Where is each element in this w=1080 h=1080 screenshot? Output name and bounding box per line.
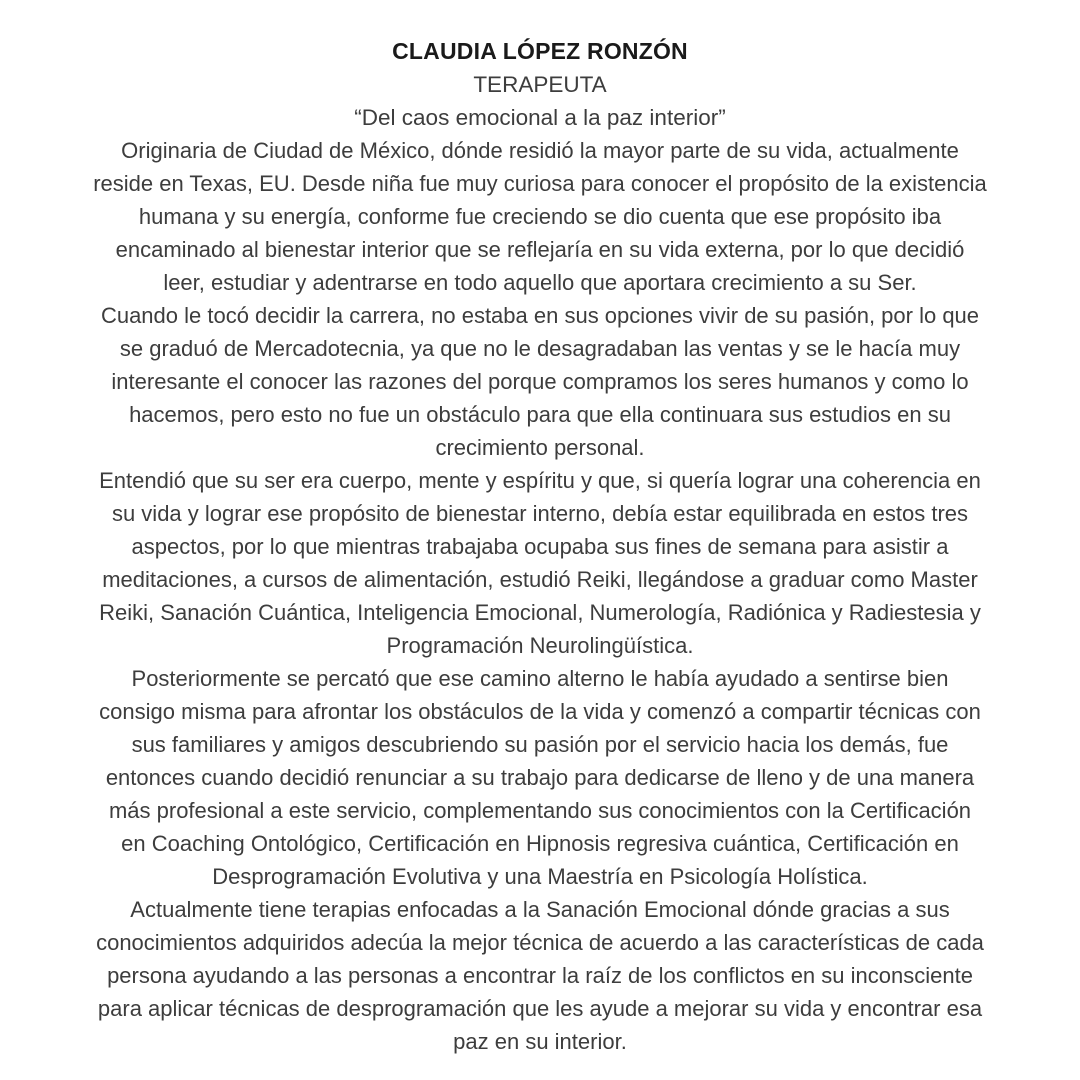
bio-line: Reiki, Sanación Cuántica, Inteligencia Emocional, Numerología, Radiónica y Radiestesia y bbox=[99, 600, 981, 625]
bio-paragraph bbox=[32, 893, 1048, 1058]
bio-paragraph bbox=[32, 662, 1048, 893]
bio-line: Programación Neurolingüística. bbox=[386, 633, 694, 658]
bio-line: leer, estudiar y adentrarse en todo aquello que aportara crecimiento a su Ser. bbox=[163, 270, 917, 295]
person-role: TERAPEUTA bbox=[473, 72, 607, 97]
bio-paragraph bbox=[32, 299, 1048, 464]
bio-line: sus familiares y amigos descubriendo su pasión por el servicio hacia los demás, fue bbox=[131, 732, 949, 757]
bio-line: Actualmente tiene terapias enfocadas a la Sanación Emocional dónde gracias a sus bbox=[130, 897, 950, 922]
bio-line: meditaciones, a cursos de alimentación, estudió Reiki, llegándose a graduar como Master bbox=[102, 567, 978, 592]
bio-line: Posteriormente se percató que ese camino alterno le había ayudado a sentirse bien bbox=[131, 666, 949, 691]
bio-line: reside en Texas, EU. Desde niña fue muy curiosa para conocer el propósito de la existencia bbox=[93, 171, 987, 196]
bio-line: su vida y lograr ese propósito de bienestar interno, debía estar equilibrada en estos tres bbox=[111, 501, 969, 526]
bio-line: paz en su interior. bbox=[453, 1029, 627, 1054]
bio-line: humana y su energía, conforme fue creciendo se dio cuenta que ese propósito iba bbox=[138, 204, 942, 229]
bio-line: persona ayudando a las personas a encontrar la raíz de los conflictos en su inconsciente bbox=[107, 963, 973, 988]
bio-line: Desprogramación Evolutiva y una Maestría en Psicología Holística. bbox=[212, 864, 868, 889]
bio-paragraphs-container bbox=[32, 134, 1048, 1058]
bio-line: aspectos, por lo que mientras trabajaba ocupaba sus fines de semana para asistir a bbox=[131, 534, 949, 559]
bio-line: consigo misma para afrontar los obstáculos de la vida y comenzó a compartir técnicas con bbox=[99, 699, 981, 724]
bio-line: en Coaching Ontológico, Certificación en Hipnosis regresiva cuántica, Certificación en bbox=[121, 831, 959, 856]
bio-line: más profesional a este servicio, complementando sus conocimientos con la Certificación bbox=[108, 798, 972, 823]
bio-line: hacemos, pero esto no fue un obstáculo para que ella continuara sus estudios en su bbox=[129, 402, 951, 427]
bio-line: interesante el conocer las razones del porque compramos los seres humanos y como lo bbox=[111, 369, 969, 394]
bio-line: entonces cuando decidió renunciar a su trabajo para dedicarse de lleno y de una manera bbox=[105, 765, 975, 790]
bio-line: encaminado al bienestar interior que se reflejaría en su vida externa, por lo que decidió bbox=[115, 237, 965, 262]
bio-line: se graduó de Mercadotecnia, ya que no le desagradaban las ventas y se le hacía muy bbox=[119, 336, 961, 361]
bio-line: Entendió que su ser era cuerpo, mente y espíritu y que, si quería lograr una coherencia en bbox=[99, 468, 981, 493]
bio-paragraph bbox=[32, 134, 1048, 299]
person-tagline: “Del caos emocional a la paz interior” bbox=[354, 105, 726, 130]
bio-line: para aplicar técnicas de desprogramación que les ayude a mejorar su vida y encontrar esa bbox=[97, 996, 983, 1021]
bio-paragraph bbox=[32, 464, 1048, 662]
bio-line: Cuando le tocó decidir la carrera, no estaba en sus opciones vivir de su pasión, por lo que bbox=[100, 303, 980, 328]
bio-line: Originaria de Ciudad de México, dónde residió la mayor parte de su vida, actualmente bbox=[121, 138, 959, 163]
bio-text-block bbox=[32, 35, 1048, 1058]
bio-line: conocimientos adquiridos adecúa la mejor técnica de acuerdo a las características de cada bbox=[96, 930, 984, 955]
bio-line: crecimiento personal. bbox=[435, 435, 645, 460]
person-name-heading: CLAUDIA LÓPEZ RONZÓN bbox=[392, 38, 688, 64]
